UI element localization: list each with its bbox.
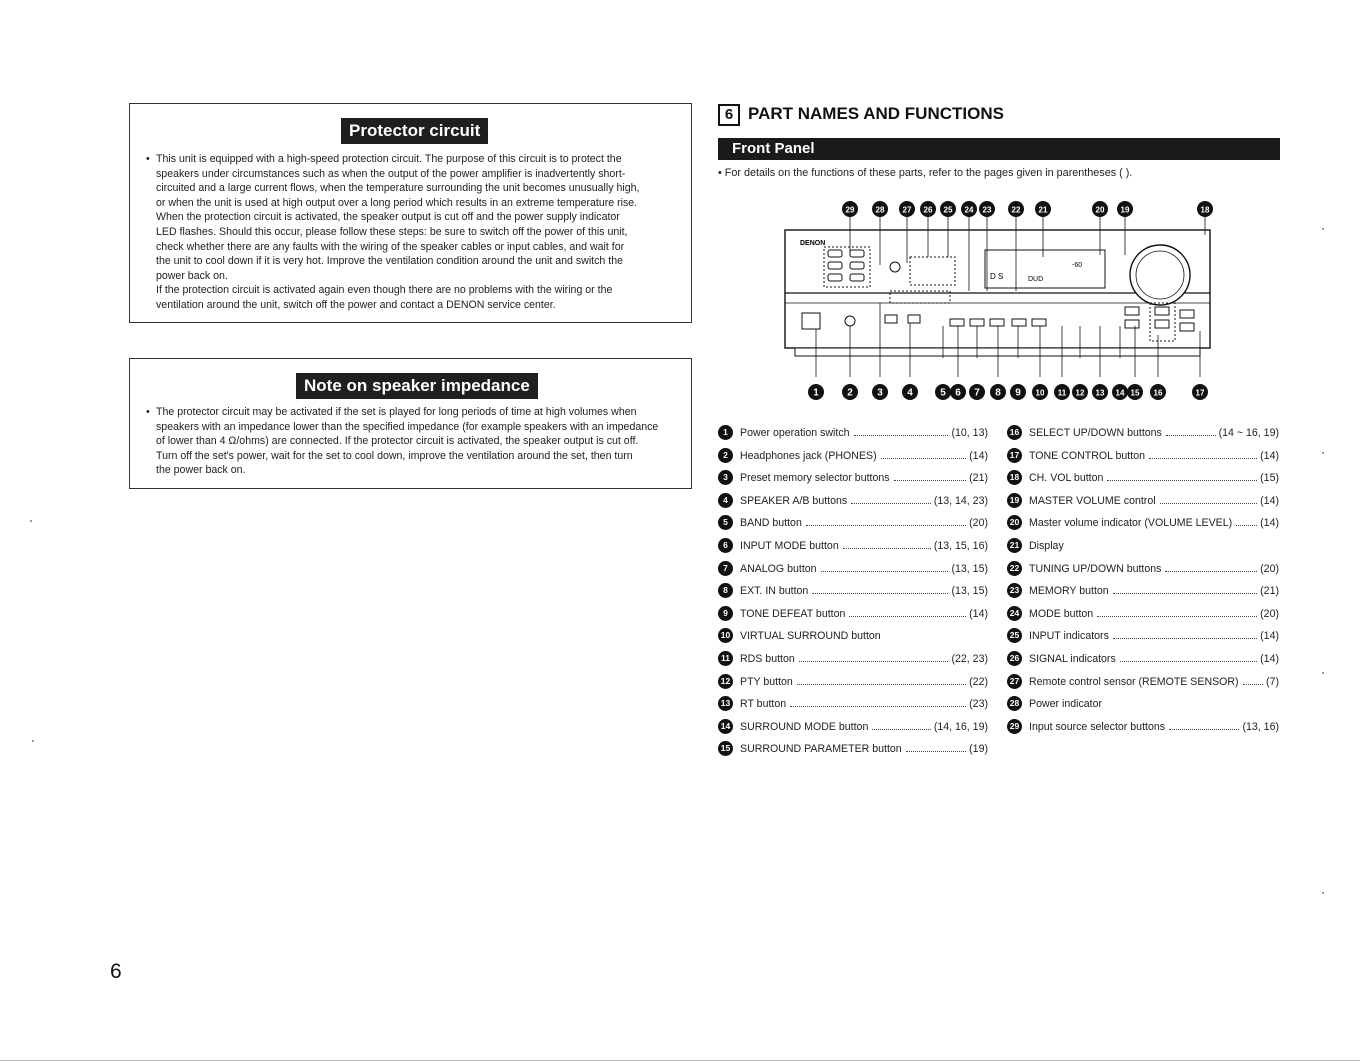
number-badge: 18: [1007, 470, 1022, 485]
callout-number: 14: [1115, 388, 1125, 398]
part-item: [1007, 605, 1279, 623]
callout-number: 6: [955, 387, 961, 399]
part-item: [1007, 673, 1279, 691]
part-label: BAND button: [740, 517, 802, 530]
part-page-ref: (14): [1260, 517, 1279, 530]
page-edge: [0, 1060, 1360, 1061]
callout-number: 4: [907, 387, 913, 399]
protector-circuit-text: [146, 152, 676, 313]
callout-number: 19: [1120, 205, 1130, 215]
part-item: [718, 492, 988, 510]
dot-leader: [790, 706, 966, 707]
number-badge: 29: [1007, 719, 1022, 734]
part-item: [718, 424, 988, 442]
part-item: [718, 605, 988, 623]
dot-leader: [1107, 480, 1257, 481]
number-badge: 28: [1007, 696, 1022, 711]
callout-number: 8: [995, 387, 1001, 399]
dot-leader: [1097, 616, 1257, 617]
part-page-ref: (13, 14, 23): [933, 494, 988, 507]
dot-leader: [894, 480, 966, 481]
dot-leader: [821, 571, 948, 572]
paragraph-line: or when the unit is used at high output over a long period which results in an extreme temperature rise.: [156, 196, 638, 209]
part-item: [1007, 627, 1279, 645]
paragraph-line: speakers under circumstances such as when the output of the power amplifier is inadvertently short-: [156, 167, 626, 180]
paragraph-line: This unit is equipped with a high-speed protection circuit. The purpose of this circuit is to protect the: [156, 153, 622, 165]
part-label: RT button: [740, 698, 787, 711]
part-page-ref: (14): [969, 449, 988, 462]
part-page-ref: (14): [1260, 630, 1279, 643]
number-badge: 7: [718, 561, 733, 576]
part-page-ref: (15): [1260, 472, 1279, 485]
part-item: [718, 718, 988, 736]
part-label: TUNING UP/DOWN buttons: [1029, 562, 1162, 575]
part-page-ref: (13, 15, 16): [933, 540, 988, 552]
number-badge: 8: [718, 583, 733, 598]
speaker-impedance-text: [146, 405, 676, 478]
number-badge: 2: [718, 448, 733, 463]
impedance-paragraph: [146, 405, 676, 478]
callout-number: 28: [875, 205, 885, 215]
scan-speck: [30, 520, 32, 522]
part-label: TONE DEFEAT button: [740, 607, 846, 620]
callout-number: 9: [1015, 387, 1021, 399]
callout-number: 3: [877, 387, 883, 399]
part-label: ANALOG button: [740, 562, 817, 575]
bullet-icon: •: [146, 406, 150, 418]
part-page-ref: (13, 15): [951, 562, 988, 575]
dot-leader: [1149, 458, 1257, 459]
paragraph-line: The protector circuit may be activated if the set is played for long periods of time at high volumes when: [156, 406, 637, 418]
part-label: SELECT UP/DOWN buttons: [1029, 427, 1162, 439]
part-item: [1007, 469, 1279, 487]
part-page-ref: (7): [1266, 675, 1279, 688]
part-item: [1007, 718, 1279, 736]
callout-number: 20: [1095, 205, 1105, 215]
part-label: Power indicator: [1029, 698, 1103, 711]
part-label: RDS button: [740, 653, 795, 665]
part-label: MODE button: [1029, 607, 1094, 620]
callout-number: 11: [1057, 388, 1067, 398]
part-item: [1007, 560, 1279, 578]
parts-list-right: [1007, 424, 1279, 744]
dot-leader: [797, 684, 966, 685]
callout-number: 5: [940, 387, 946, 399]
callout-number: 1: [813, 387, 819, 399]
number-badge: 9: [718, 606, 733, 621]
part-label: MEMORY button: [1029, 585, 1109, 598]
callout-number: 25: [943, 205, 953, 215]
part-page-ref: (14 ~ 16, 19): [1218, 427, 1279, 439]
number-badge: 15: [718, 741, 733, 756]
part-page-ref: (20): [969, 517, 988, 530]
callout-number: 2: [847, 387, 853, 399]
part-item: [1007, 582, 1279, 600]
number-badge: 5: [718, 515, 733, 530]
callout-number: 24: [964, 205, 974, 215]
part-item: [718, 695, 988, 713]
number-badge: 4: [718, 493, 733, 508]
display-window: [985, 250, 1105, 288]
protector-paragraph: [146, 152, 676, 313]
number-badge: 21: [1007, 538, 1022, 553]
part-item: [718, 650, 988, 668]
dot-leader: [1236, 525, 1257, 526]
part-page-ref: (14, 16, 19): [933, 720, 988, 733]
part-page-ref: (20): [1260, 562, 1279, 575]
paragraph-line: circuited and a large current flows, when the temperature surrounding the unit becomes unusually high,: [156, 182, 640, 195]
part-item: [1007, 424, 1279, 442]
paragraph-line: Turn off the set's power, wait for the set to cool down, improve the ventilation around the set, then turn: [156, 449, 633, 462]
paragraph-line: check whether there are any faults with the wiring of the speaker cables or input cables, and wait for: [156, 240, 625, 253]
brand-logo: DENON: [800, 240, 826, 247]
paragraph-line: power back on.: [156, 269, 228, 282]
number-badge: 20: [1007, 515, 1022, 530]
part-label: TONE CONTROL button: [1029, 449, 1145, 462]
part-label: Display: [1029, 540, 1064, 552]
paragraph-line: When the protection circuit is activated, the speaker output is cut off and the power supply indicator: [156, 211, 620, 224]
part-page-ref: (20): [1260, 607, 1279, 620]
callout-number: 16: [1153, 388, 1163, 398]
part-page-ref: (22, 23): [951, 653, 988, 665]
top-callouts: [842, 201, 1213, 217]
part-label: Headphones jack (PHONES): [740, 449, 877, 462]
part-page-ref: (21): [969, 472, 988, 485]
section-title: PART NAMES AND FUNCTIONS: [748, 104, 1004, 123]
part-item: [1007, 650, 1279, 668]
dot-leader: [806, 525, 966, 526]
number-badge: 13: [718, 696, 733, 711]
volume-level-text: -60: [1072, 262, 1083, 269]
part-label: Master volume indicator (VOLUME LEVEL): [1029, 517, 1233, 530]
number-badge: 22: [1007, 561, 1022, 576]
dot-leader: [1120, 661, 1257, 662]
part-item: [1007, 447, 1279, 465]
callout-number: 17: [1195, 388, 1205, 398]
part-page-ref: (23): [969, 698, 988, 711]
part-item: [1007, 537, 1279, 555]
bottom-callouts: [808, 384, 1208, 400]
speaker-impedance-box: [129, 358, 692, 489]
dot-leader: [1160, 503, 1257, 504]
dot-leader: [799, 661, 948, 662]
number-badge: 10: [718, 628, 733, 643]
protector-circuit-title: Protector circuit: [341, 118, 488, 144]
number-badge: 12: [718, 674, 733, 689]
dot-leader: [1165, 571, 1257, 572]
number-badge: 6: [718, 538, 733, 553]
part-page-ref: (22): [969, 675, 988, 688]
number-badge: 3: [718, 470, 733, 485]
part-label: Input source selector buttons: [1029, 720, 1166, 733]
display-text-mid: DUD: [1028, 276, 1044, 283]
dot-leader: [843, 548, 931, 549]
part-item: [718, 627, 988, 645]
dot-leader: [812, 593, 948, 594]
callout-number: 12: [1075, 388, 1085, 398]
callout-number: 27: [902, 205, 912, 215]
part-page-ref: (14): [1260, 494, 1279, 507]
callout-number: 21: [1038, 205, 1048, 215]
part-item: [718, 560, 988, 578]
part-label: CH. VOL button: [1029, 472, 1104, 485]
part-label: SURROUND PARAMETER button: [740, 743, 902, 756]
callout-number: 18: [1200, 205, 1210, 215]
dot-leader: [849, 616, 966, 617]
dot-leader: [1166, 435, 1216, 436]
front-panel-bar: Front Panel: [718, 138, 1280, 160]
speaker-impedance-title: Note on speaker impedance: [296, 373, 538, 399]
bullet-icon: •: [146, 153, 150, 165]
paragraph-line: speakers with an impedance lower than the specified impedance (for example speakers with an impedance: [156, 420, 659, 433]
section-number: 6: [718, 104, 740, 126]
part-label: SPEAKER A/B buttons: [740, 494, 848, 507]
paragraph-line: LED flashes. Should this occur, please follow these steps: be sure to switch off the power of this unit,: [156, 225, 628, 238]
part-item: [1007, 514, 1279, 532]
paragraph-line: the unit to cool down if it is very hot. Improve the ventilation condition around the unit and switch the: [156, 255, 623, 268]
part-item: [718, 582, 988, 600]
number-badge: 14: [718, 719, 733, 734]
scan-speck: [1322, 892, 1324, 894]
protector-circuit-box: [129, 103, 692, 323]
part-page-ref: (14): [1260, 449, 1279, 462]
paragraph-line: If the protection circuit is activated again even though there are no problems with the wiring or the: [156, 284, 613, 297]
callout-number: 10: [1035, 388, 1045, 398]
dot-leader: [851, 503, 931, 504]
scan-speck: [1322, 228, 1324, 230]
part-label: VIRTUAL SURROUND button: [740, 630, 881, 643]
master-volume-knob: [1130, 245, 1190, 305]
part-page-ref: (13, 15): [951, 585, 988, 598]
part-item: [718, 469, 988, 487]
number-badge: 24: [1007, 606, 1022, 621]
part-label: Remote control sensor (REMOTE SENSOR): [1029, 675, 1239, 688]
part-page-ref: (14): [969, 607, 988, 620]
page-number: 6: [110, 960, 122, 983]
part-page-ref: (14): [1260, 653, 1279, 665]
part-label: PTY button: [740, 675, 793, 688]
number-badge: 27: [1007, 674, 1022, 689]
paragraph-line: of lower than 4 Ω/ohms) are connected. If the protector circuit is activated, the speaker output is cut off.: [156, 435, 639, 448]
part-label: Preset memory selector buttons: [740, 472, 890, 485]
part-label: SIGNAL indicators: [1029, 653, 1116, 665]
dot-leader: [906, 751, 966, 752]
part-label: Power operation switch: [740, 427, 850, 439]
part-item: [718, 740, 988, 758]
part-label: INPUT MODE button: [740, 540, 839, 552]
section-note: • For details on the functions of these parts, refer to the pages given in parentheses ( ).: [718, 167, 1133, 179]
part-page-ref: (10, 13): [951, 427, 988, 439]
callout-number: 7: [974, 387, 980, 399]
scan-speck: [1322, 452, 1324, 454]
scan-speck: [32, 740, 34, 742]
parts-list-left: [718, 424, 988, 764]
part-page-ref: (13, 16): [1242, 720, 1279, 733]
part-page-ref: (21): [1260, 585, 1279, 598]
part-page-ref: (19): [969, 743, 988, 756]
part-item: [1007, 492, 1279, 510]
number-badge: 17: [1007, 448, 1022, 463]
paragraph-line: the power back on.: [156, 464, 246, 477]
callout-number: 22: [1011, 205, 1021, 215]
part-label: SURROUND MODE button: [740, 720, 869, 733]
front-panel-diagram: [780, 195, 1220, 415]
part-label: EXT. IN button: [740, 585, 809, 598]
part-item: [718, 514, 988, 532]
dot-leader: [1243, 684, 1263, 685]
dot-leader: [881, 458, 966, 459]
callout-number: 15: [1130, 388, 1140, 398]
part-label: INPUT indicators: [1029, 630, 1109, 643]
section-heading: [718, 104, 1004, 126]
callout-number: 23: [982, 205, 992, 215]
dot-leader: [1113, 593, 1257, 594]
number-badge: 23: [1007, 583, 1022, 598]
callout-number: 29: [845, 205, 855, 215]
dot-leader: [1169, 729, 1239, 730]
paragraph-line: ventilation around the unit, switch off the power and contact a DENON service center.: [156, 298, 556, 311]
dot-leader: [872, 729, 931, 730]
part-item: [718, 673, 988, 691]
number-badge: 1: [718, 425, 733, 440]
display-text-left: D S: [990, 272, 1004, 281]
scan-speck: [1322, 672, 1324, 674]
number-badge: 16: [1007, 425, 1022, 440]
dot-leader: [854, 435, 948, 436]
part-item: [1007, 695, 1279, 713]
number-badge: 25: [1007, 628, 1022, 643]
part-label: MASTER VOLUME control: [1029, 494, 1156, 507]
dot-leader: [1113, 638, 1257, 639]
callout-number: 13: [1095, 388, 1105, 398]
part-item: [718, 537, 988, 555]
number-badge: 19: [1007, 493, 1022, 508]
number-badge: 26: [1007, 651, 1022, 666]
part-item: [718, 447, 988, 465]
number-badge: 11: [718, 651, 733, 666]
callout-number: 26: [923, 205, 933, 215]
receiver-base: [795, 348, 1200, 356]
